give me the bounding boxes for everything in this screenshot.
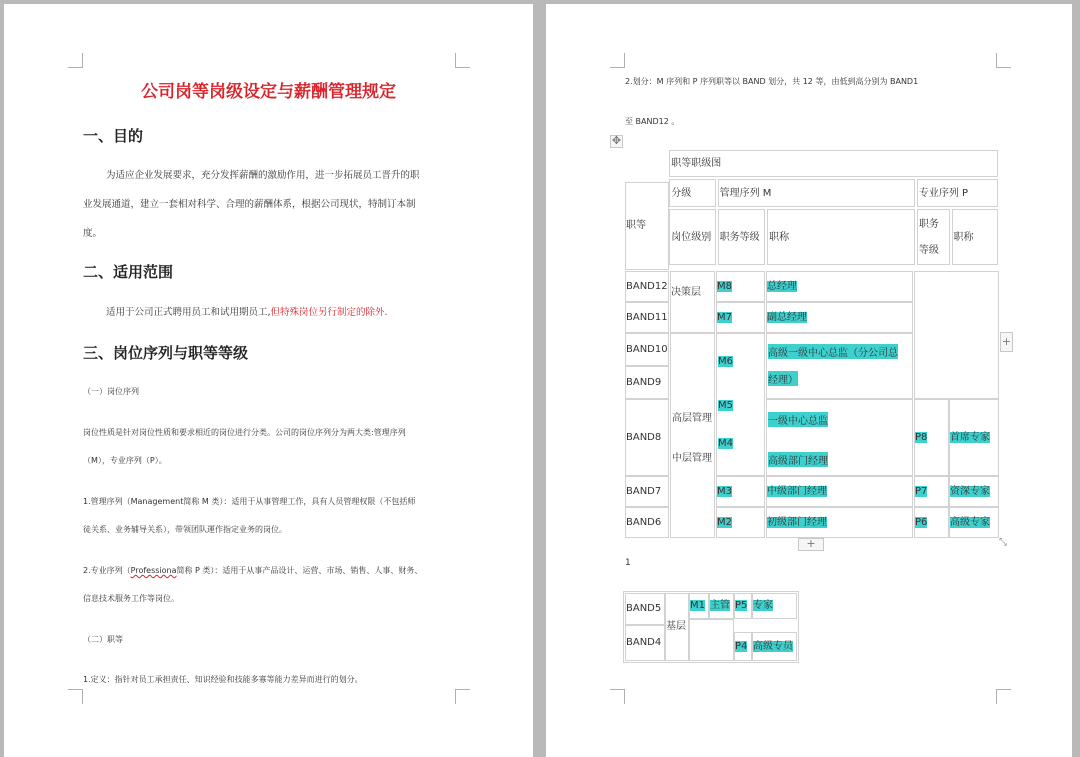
title-m6: 高级一级中心总监（分公司总	[768, 344, 898, 359]
header-fenji: 分级	[669, 179, 715, 207]
grade-m7: M7	[717, 312, 732, 323]
crop-mark	[68, 689, 83, 704]
level-senior-middle	[670, 333, 715, 538]
title-m3: 中级部门经理	[767, 486, 827, 497]
grade-m6: M6	[718, 356, 733, 367]
purpose-line: 度。	[83, 228, 103, 239]
purpose-line: 为适应企业发展要求，充分发挥薪酬的激励作用，进一步拓展员工晋升的职	[106, 170, 420, 181]
crop-mark	[610, 53, 625, 68]
purpose-line: 业发展通道，建立一套相对科学、合理的薪酬体系，根据公司现状，特制订本制	[83, 199, 416, 210]
rank-label: 职等	[626, 220, 646, 231]
grade-p7: P7	[915, 486, 928, 497]
title-cell	[766, 271, 913, 302]
title-cell	[766, 399, 913, 476]
crop-mark	[610, 689, 625, 704]
header-p-duty-grade	[917, 209, 950, 265]
level-base: 基层	[665, 593, 689, 661]
p-empty-cell	[914, 271, 999, 399]
crop-mark	[455, 689, 470, 704]
grade-p5: P5	[735, 600, 748, 611]
grade-m8: M8	[717, 281, 732, 292]
document-page-1	[4, 4, 533, 757]
heading-scope: 二、适用范围	[83, 263, 174, 281]
grade-m3: M3	[717, 486, 732, 497]
title-p4: 高级专员	[753, 641, 793, 652]
p-grade-label: 等级	[918, 244, 939, 256]
grade-m4: M4	[718, 438, 733, 449]
level-senior: 高层管理	[672, 413, 712, 424]
title-p5: 专家	[753, 600, 773, 611]
page-number: 1	[625, 558, 631, 568]
band-cell: BAND7	[625, 476, 669, 507]
duty-cell	[689, 593, 709, 619]
header-p-title: 职称	[952, 209, 998, 265]
title-m8: 总经理	[767, 281, 797, 292]
header-prof-series: 专业序列 P	[917, 179, 998, 207]
band-cell: BAND9	[625, 366, 669, 399]
title-cell	[766, 333, 913, 399]
band-cell: BAND11	[625, 302, 669, 333]
series-line: （M），专业序列（P）。	[83, 456, 167, 465]
prof-prefix: 2.专业序列（	[83, 566, 131, 575]
header-duty-grade: 职务等级	[718, 209, 765, 265]
p-grade-cell	[914, 399, 949, 476]
header-title: 职称	[767, 209, 915, 265]
scope-line	[106, 304, 388, 318]
duty-cell	[716, 302, 765, 333]
band-cell: BAND12	[625, 271, 669, 302]
prof-line	[83, 565, 422, 576]
prof-suffix: 简称 P 类）：适用于从事产品设计、运营、市场、销售、人事、财务、	[176, 566, 423, 575]
crop-mark	[68, 53, 83, 68]
duty-cell	[716, 271, 765, 302]
band-cell: BAND8	[625, 399, 669, 476]
title-m2: 初级部门经理	[767, 517, 827, 528]
p-title-cell	[752, 593, 797, 619]
division-line: 至 BAND12 。	[625, 117, 680, 126]
add-row-button[interactable]: +	[798, 538, 824, 551]
heading-purpose: 一、目的	[83, 127, 144, 145]
duty-empty-cell	[689, 619, 734, 661]
duty-cell	[716, 476, 765, 507]
title-cell	[766, 507, 913, 538]
title-p6: 高级专家	[950, 517, 990, 528]
p-grade-cell	[734, 593, 752, 619]
band-cell: BAND10	[625, 333, 669, 366]
document-title: 公司岗等岗级设定与薪酬管理规定	[141, 82, 396, 102]
level-middle: 中层管理	[672, 453, 712, 464]
p-title-cell	[752, 632, 797, 661]
band-cell: BAND5	[625, 593, 665, 625]
rank-grade-table	[623, 148, 1000, 267]
document-page-2	[546, 4, 1072, 757]
crop-mark	[996, 53, 1011, 68]
band-cell: BAND4	[625, 625, 665, 661]
p-duty-label: 职务	[918, 218, 939, 230]
grade-m1: M1	[690, 600, 705, 611]
p-title-cell	[949, 399, 999, 476]
grade-p4: P4	[735, 641, 748, 652]
resize-icon[interactable]: ⤡	[999, 537, 1007, 548]
title-cell	[766, 476, 913, 507]
title-cell	[709, 593, 734, 619]
cell-rank	[625, 182, 669, 270]
duty-cell	[716, 333, 765, 476]
definition-line: 1.定义：指针对员工承担责任、知识经验和技能多寡等能力差异而进行的划分。	[83, 675, 363, 684]
title-m5: 一级中心总监	[768, 412, 828, 427]
crop-mark	[455, 53, 470, 68]
crop-mark	[996, 689, 1011, 704]
header-post-level: 岗位级别	[669, 209, 715, 265]
series-line: 岗位性质是针对岗位性质和要求相近的岗位进行分类。公司的岗位序列分为两大类:管理序列	[83, 428, 406, 437]
grade-p8: P8	[915, 432, 928, 443]
title-p8: 首席专家	[950, 432, 990, 443]
subheading-rank: （二）职等	[83, 635, 123, 644]
level-decision: 决策层	[670, 271, 715, 333]
mgmt-line: 徒关系、业务辅导关系），带领团队運作指定业务的岗位。	[83, 525, 287, 534]
heading-series: 三、岗位序列与职等等级	[83, 344, 249, 362]
prof-misspelled-word: Professiona	[130, 566, 177, 575]
grade-p6: P6	[915, 517, 928, 528]
division-line: 2.划分：M 序列和 P 序列职等以 BAND 划分，共 12 等，由低到高分别为 BAND1	[625, 77, 919, 86]
table-caption: 职等职级图	[669, 150, 998, 177]
title-m6-cont: 经理）	[768, 371, 798, 386]
p-grade-cell	[914, 476, 949, 507]
title-p7: 资深专家	[950, 486, 990, 497]
title-m1: 主管	[710, 600, 730, 611]
header-mgmt-series: 管理序列 M	[718, 179, 915, 207]
duty-cell	[716, 507, 765, 538]
p-title-cell	[949, 507, 999, 538]
prof-line: 信息技术服务工作等岗位。	[83, 594, 179, 603]
p-grade-cell	[914, 507, 949, 538]
p-grade-cell	[734, 632, 752, 661]
add-column-button[interactable]: +	[1000, 332, 1013, 352]
title-m4: 高级部门经理	[768, 452, 828, 467]
scope-text: 适用于公司正式聘用员工和试用期员工,	[106, 307, 271, 318]
table-move-handle[interactable]: ✥	[611, 134, 622, 147]
title-cell	[766, 302, 913, 333]
grade-m2: M2	[717, 517, 732, 528]
grade-m5: M5	[718, 400, 733, 411]
scope-exception: 但特殊岗位另行制定的除外.	[270, 307, 388, 318]
band-cell: BAND6	[625, 507, 669, 538]
title-m7: 副总经理	[767, 312, 807, 323]
subheading-series: （一）岗位序列	[83, 387, 139, 396]
p-title-cell	[949, 476, 999, 507]
mgmt-line: 1.管理序列（Management简称 M 类）：适用于从事管理工作，具有人员管理权限（不包括师	[83, 497, 416, 506]
